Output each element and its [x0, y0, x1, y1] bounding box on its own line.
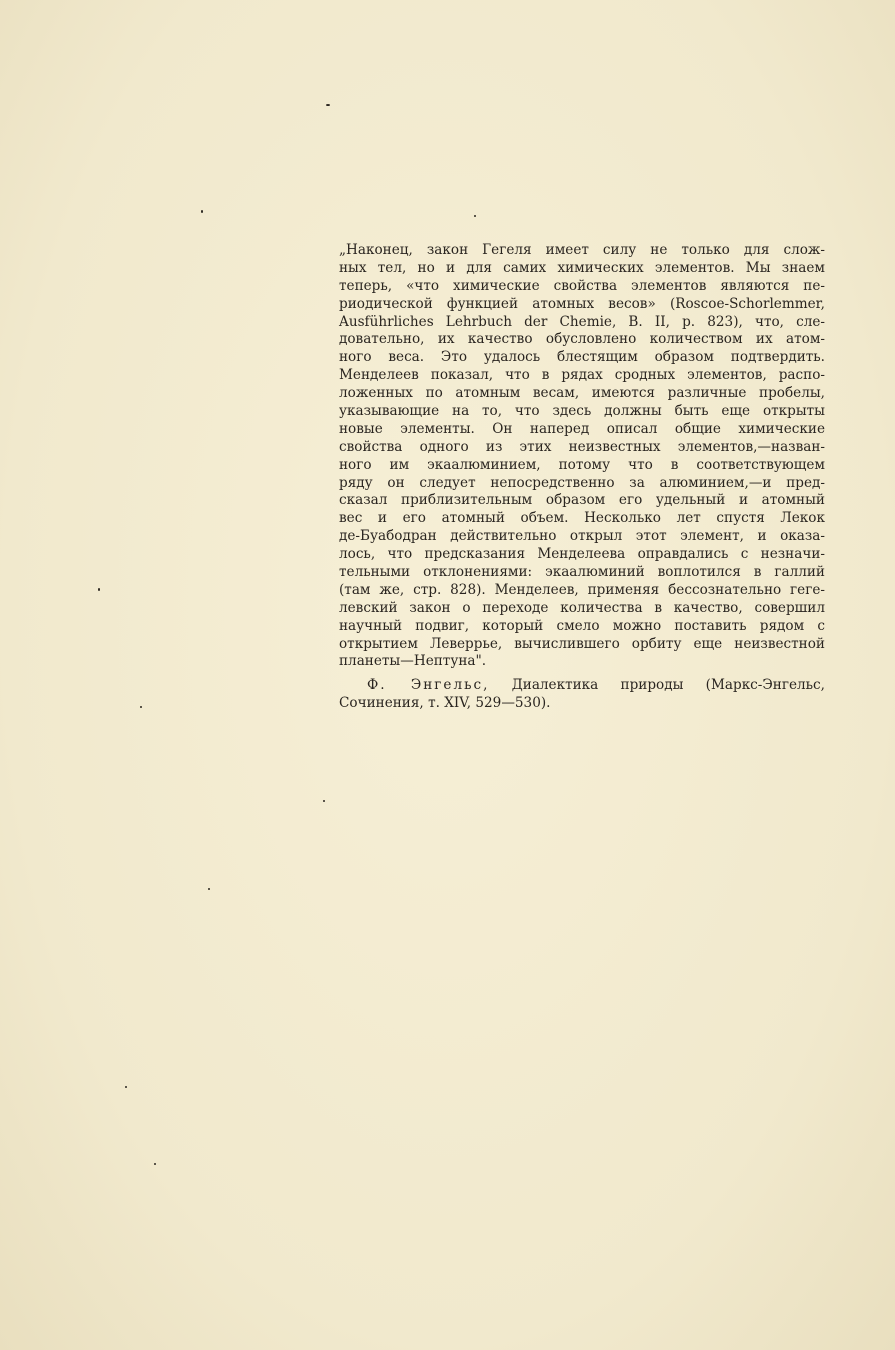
engels-quote — [339, 242, 825, 713]
quote-line: свойства одного из этих неизвестных элементов,—назван- — [339, 438, 825, 455]
quote-line: Ausführliches Lehrbuch der Chemie, B. II, p. 823), что, сле- — [339, 313, 825, 330]
quote-line: указывающие на то, что здесь должны быть еще открыты — [339, 403, 825, 420]
page-speck — [208, 888, 210, 890]
quote-line: новые элементы. Он наперед описал общие химические — [339, 420, 825, 437]
quote-line: ложенных по атомным весам, имеются различные пробелы, — [339, 385, 825, 402]
quote-line: ного им экаалюминием, потому что в соответствующем — [339, 456, 825, 473]
page-speck — [201, 210, 203, 213]
page-speck — [326, 104, 330, 106]
citation — [339, 677, 825, 713]
quote-line: ного веса. Это удалось блестящим образом подтвердить. — [339, 349, 825, 366]
quote-line: открытием Леверрье, вычислившего орбиту еще неизвестной — [339, 635, 825, 652]
quote-line: риодической функцией атомных весов» (Roscoe-Schorlemmer, — [339, 295, 825, 312]
page-speck — [140, 706, 142, 708]
quote-line: довательно, их качество обусловлено количеством их атом- — [339, 331, 825, 348]
quote-line: вес и его атомный объем. Несколько лет спустя Лекок — [339, 510, 825, 527]
quote-line: ных тел, но и для самих химических элементов. Мы знаем — [339, 259, 825, 276]
page-speck — [474, 215, 476, 217]
quote-line: ряду он следует непосредственно за алюминием,—и пред- — [339, 474, 825, 491]
quote-line: планеты—Нептуна". — [339, 653, 487, 670]
quote-line: лось, что предсказания Менделеева оправдались с незначи- — [339, 546, 825, 563]
quote-line: де-Буабодран действительно открыл этот элемент, и оказа- — [339, 528, 825, 545]
page-speck — [98, 588, 100, 591]
page-speck — [154, 1163, 156, 1165]
quote-line: тельными отклонениями: экаалюминий воплотился в галлий — [339, 564, 825, 581]
page-speck — [125, 1086, 127, 1088]
quote-line: Менделеев показал, что в рядах сродных элементов, распо- — [339, 367, 825, 384]
quote-line: „Наконец, закон Гегеля имеет силу не только для слож- — [339, 242, 825, 258]
quote-line: левский закон о переходе количества в качество, совершил — [339, 599, 825, 616]
quote-line: (там же, стр. 828). Менделеев, применяя бессознательно геге- — [339, 581, 825, 598]
citation-title: Диалектика природы (Маркс-Энгельс, — [511, 677, 825, 694]
quote-line: научный подвиг, который смело можно поставить рядом с — [339, 617, 825, 634]
citation-source: Сочинения, т. XIV, 529—530). — [339, 695, 551, 712]
citation-line — [339, 677, 825, 695]
page-speck — [323, 800, 325, 802]
quote-line: сказал приблизительным образом его удельный и атомный — [339, 492, 825, 509]
citation-author: Ф. Энгельс, — [367, 677, 490, 694]
quote-line: теперь, «что химические свойства элементов являются пе- — [339, 277, 825, 294]
